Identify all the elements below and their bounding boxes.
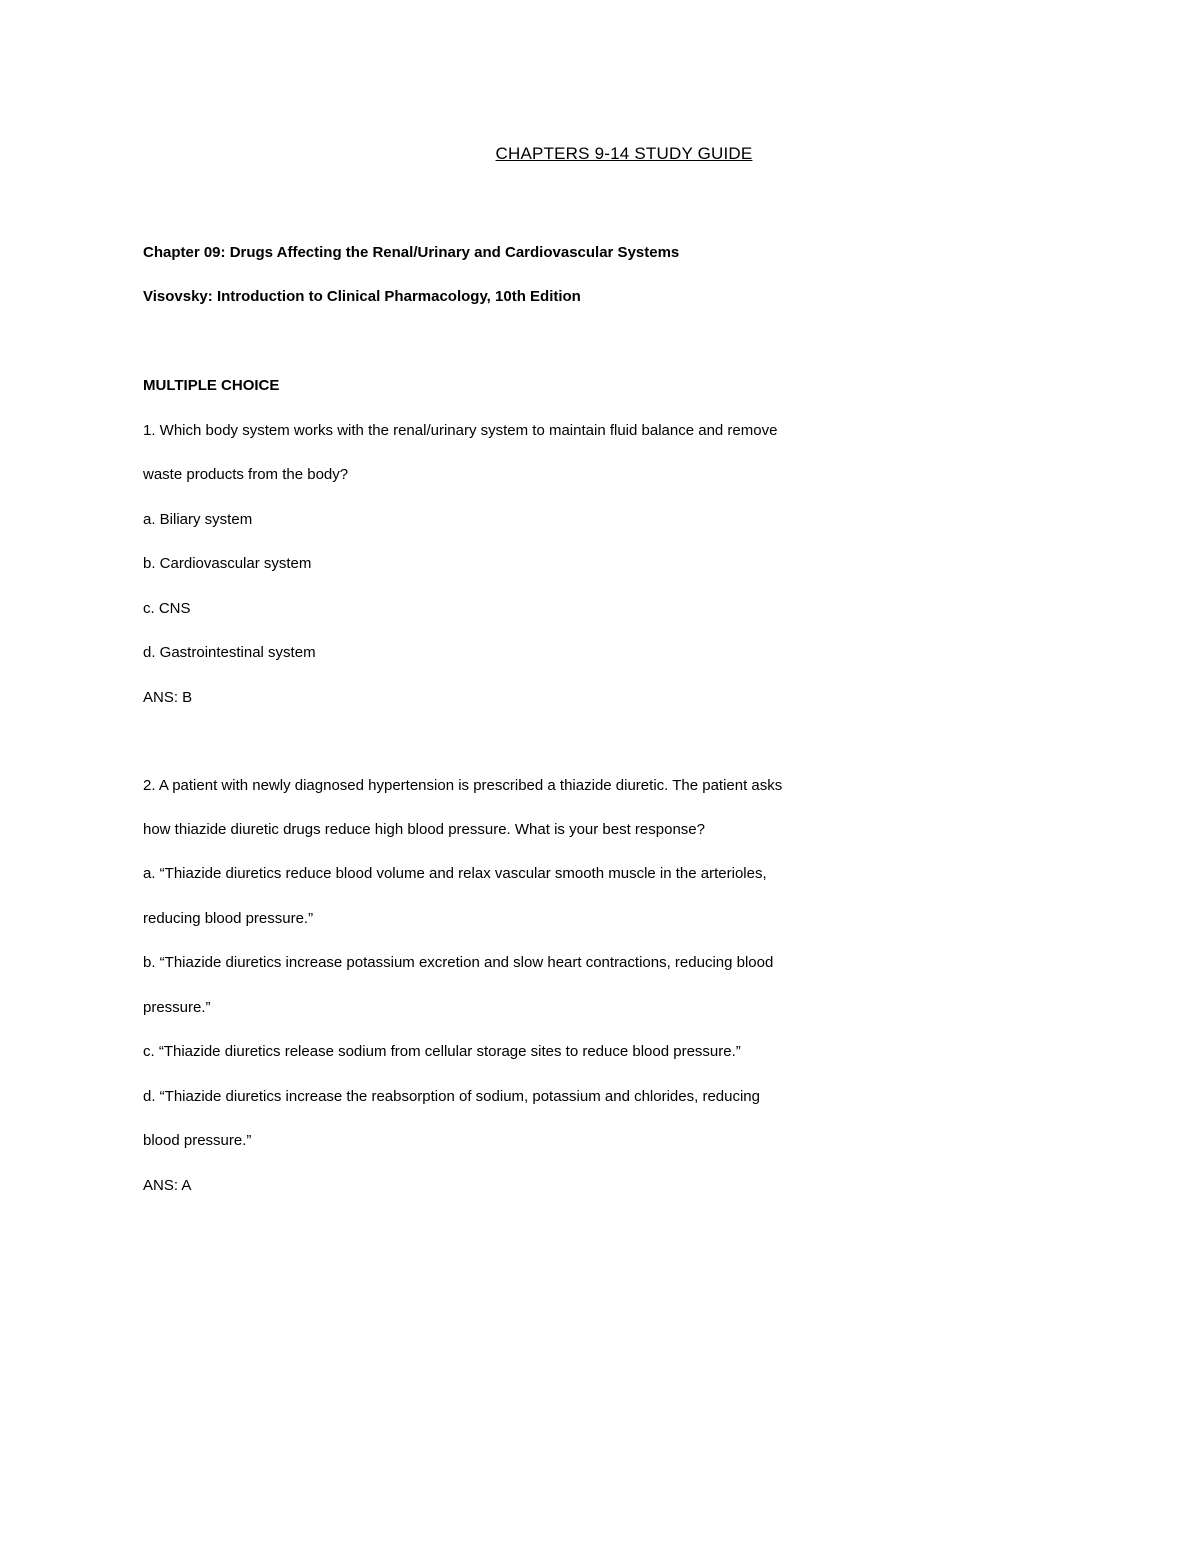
chapter-heading: Chapter 09: Drugs Affecting the Renal/Urinary and Cardiovascular Systems: [143, 244, 680, 261]
question-2-option-c: c. “Thiazide diuretics release sodium from cellular storage sites to reduce blood pressure.”: [143, 1043, 741, 1060]
question-1-stem-line-2: waste products from the body?: [143, 466, 349, 483]
question-1-option-a: a. Biliary system: [143, 511, 253, 528]
question-1-option-c: c. CNS: [143, 600, 191, 617]
section-heading: MULTIPLE CHOICE: [143, 377, 280, 394]
book-heading: Visovsky: Introduction to Clinical Pharmacology, 10th Edition: [143, 288, 581, 305]
question-2-option-b-line-2: pressure.”: [143, 999, 211, 1016]
question-1-answer: ANS: B: [143, 689, 193, 706]
question-2-option-b-line-1: b. “Thiazide diuretics increase potassium excretion and slow heart contractions, reducing blood: [143, 954, 774, 971]
question-1-stem-line-1: 1. Which body system works with the renal/urinary system to maintain fluid balance and remove: [143, 422, 778, 439]
question-2-option-d-line-2: blood pressure.”: [143, 1132, 252, 1149]
question-2-option-a-line-1: a. “Thiazide diuretics reduce blood volume and relax vascular smooth muscle in the arterioles,: [143, 865, 767, 882]
question-2-stem-line-1: 2. A patient with newly diagnosed hypertension is prescribed a thiazide diuretic. The patient asks: [143, 777, 783, 794]
question-1-option-d: d. Gastrointestinal system: [143, 644, 316, 661]
question-2-answer: ANS: A: [143, 1177, 192, 1194]
question-2-option-d-line-1: d. “Thiazide diuretics increase the reabsorption of sodium, potassium and chlorides, reducing: [143, 1088, 760, 1105]
question-2-option-a-line-2: reducing blood pressure.”: [143, 910, 314, 927]
question-2-stem-line-2: how thiazide diuretic drugs reduce high blood pressure. What is your best response?: [143, 821, 705, 838]
page-title: CHAPTERS 9-14 STUDY GUIDE: [495, 144, 753, 163]
question-1-option-b: b. Cardiovascular system: [143, 555, 312, 572]
